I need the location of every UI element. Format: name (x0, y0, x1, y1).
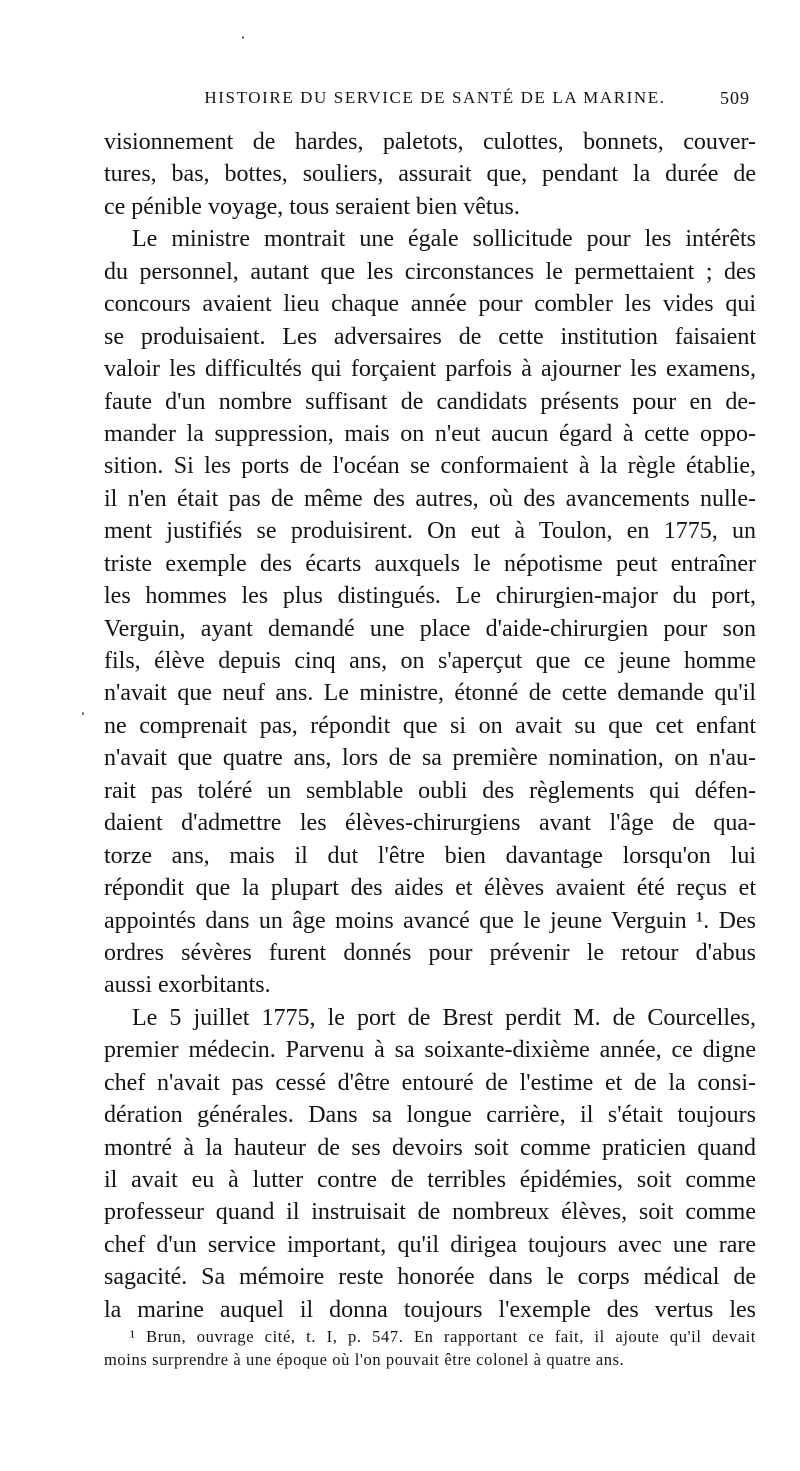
text-line: visionnement de hardes, paletots, culottes, bonnets, couver- (104, 129, 756, 155)
text-line: il n'en était pas de même des autres, où des avancements nulle- (104, 485, 756, 512)
text-line: appointés dans un âge moins avancé que le jeune Verguin ¹. Des (104, 907, 756, 934)
text-line: concours avaient lieu chaque année pour combler les vides qui (104, 291, 756, 318)
text-line: professeur quand il instruisait de nombreux élèves, soit comme (104, 1199, 756, 1226)
text-line: tures, bas, bottes, souliers, assurait que, pendant la durée de (104, 161, 756, 188)
text-line: fils, élève depuis cinq ans, on s'aperçut que ce jeune homme (104, 648, 756, 674)
text-line: répondit que la plupart des aides et élèves avaient été reçus et (104, 875, 756, 902)
text-line: premier médecin. Parvenu à sa soixante-dixième année, ce digne (104, 1037, 756, 1064)
text-line: se produisaient. Les adversaires de cette institution faisaient (104, 323, 756, 350)
text-line: triste exemple des écarts auxquels le népotisme peut entraîner (104, 550, 756, 577)
text-line: du personnel, autant que les circonstances le permettaient ; des (104, 258, 756, 285)
text-line: montré à la hauteur de ses devoirs soit comme praticien quand (104, 1134, 756, 1161)
footnote (104, 1325, 756, 1371)
text-line: sition. Si les ports de l'océan se conformaient à la règle établie, (104, 453, 756, 480)
text-line: mander la suppression, mais on n'eut aucun égard à cette oppo- (104, 420, 756, 447)
text-line: la marine auquel il donna toujours l'exemple des vertus les (104, 1296, 756, 1323)
page-number: 509 (720, 88, 750, 108)
text-line: sagacité. Sa mémoire reste honorée dans le corps médical de (104, 1264, 756, 1291)
text-line: rait pas toléré un semblable oubli des règlements qui défen- (104, 777, 756, 804)
text-line: valoir les difficultés qui forçaient parfois à ajourner les examens, (104, 356, 756, 383)
text-line: il avait eu à lutter contre de terribles épidémies, soit comme (104, 1167, 756, 1193)
text-line: ne comprenait pas, répondit que si on avait su que cet enfant (104, 712, 756, 739)
running-title: HISTOIRE DU SERVICE DE SANTÉ DE LA MARINE. (204, 88, 666, 107)
text-line: Verguin, ayant demandé une place d'aide-chirurgien pour son (104, 615, 756, 642)
text-line: Le 5 juillet 1775, le port de Brest perdit M. de Courcelles, (132, 1004, 756, 1031)
text-line: ce pénible voyage, tous seraient bien vêtus. (104, 193, 520, 220)
text-line: Le ministre montrait une égale sollicitude pour les intérêts (132, 226, 756, 253)
running-header (120, 88, 750, 112)
text-line: ordres sévères furent donnés pour prévenir le retour d'abus (104, 939, 756, 966)
main-text (104, 126, 756, 1326)
text-line: dération générales. Dans sa longue carrière, il s'était toujours (104, 1102, 756, 1129)
text-line: ment justifiés se produisirent. On eut à Toulon, en 1775, un (104, 518, 756, 545)
print-speck (242, 36, 244, 39)
text-line: torze ans, mais il dut l'être bien davantage lorsqu'on lui (104, 842, 756, 869)
footnote-line: moins surprendre à une époque où l'on pouvait être colonel à quatre ans. (104, 1350, 625, 1369)
text-line: les hommes les plus distingués. Le chirurgien-major du port, (104, 583, 756, 610)
text-line: aussi exorbitants. (104, 972, 271, 999)
text-line: n'avait que neuf ans. Le ministre, étonné de cette demande qu'il (104, 680, 756, 707)
text-line: chef d'un service important, qu'il dirigea toujours avec une rare (104, 1231, 756, 1258)
footnote-line: ¹ Brun, ouvrage cité, t. I, p. 547. En rapportant ce fait, il ajoute qu'il devait (130, 1327, 756, 1346)
text-line: daient d'admettre les élèves-chirurgiens avant l'âge de qua- (104, 810, 756, 837)
text-line: chef n'avait pas cessé d'être entouré de l'estime et de la consi- (104, 1069, 756, 1096)
text-line: n'avait que quatre ans, lors de sa première nomination, on n'au- (104, 745, 756, 772)
text-line: faute d'un nombre suffisant de candidats présents pour en de- (104, 388, 756, 415)
print-speck (82, 712, 84, 715)
